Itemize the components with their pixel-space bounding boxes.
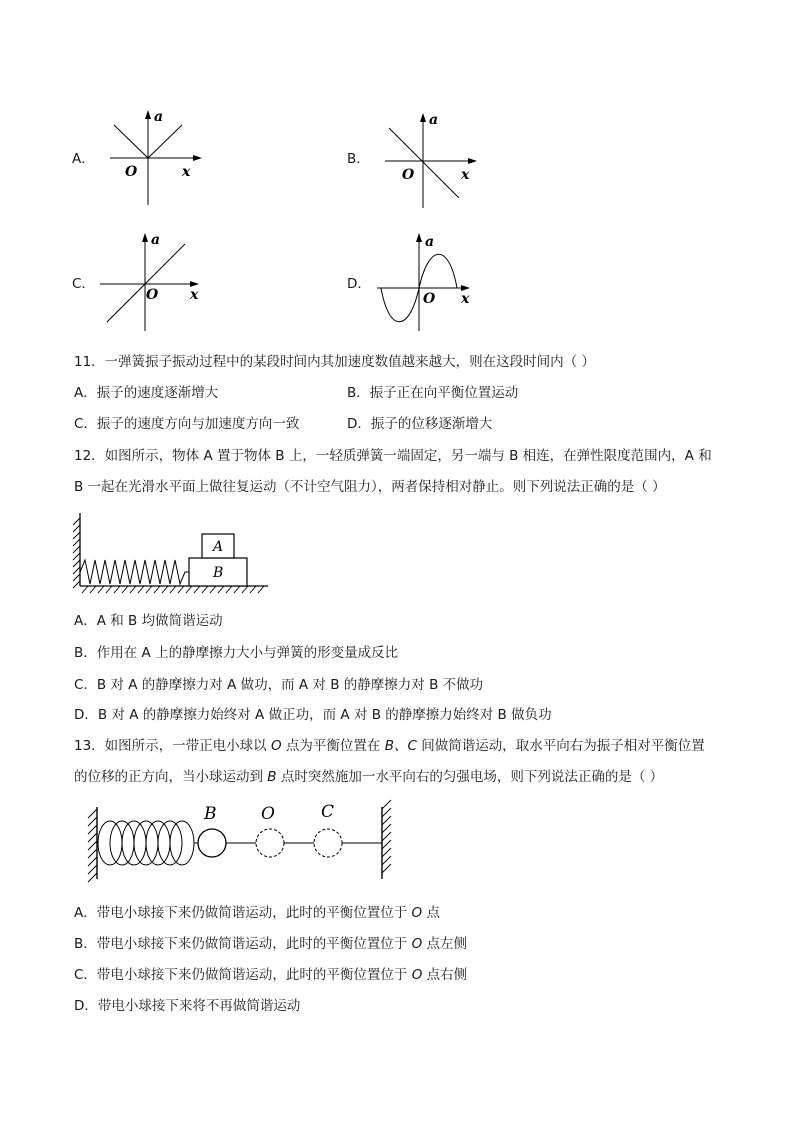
origin-label: O xyxy=(125,164,138,180)
graph-option-d-letter: D． xyxy=(347,276,371,292)
graph-d xyxy=(372,228,482,333)
graph-option-a-letter: A． xyxy=(72,151,95,167)
point-b-label: B xyxy=(204,804,217,824)
axis-a-label: a xyxy=(429,112,439,128)
q12-option-a: A．A 和 B 均做简谐运动 xyxy=(74,613,223,629)
q11-option-d: D．振子的位移逐渐增大 xyxy=(347,416,493,432)
graph-b xyxy=(375,108,485,213)
q12-option-d: D．B 对 A 的静摩擦力始终对 A 做正功，而 A 对 B 的静摩擦力始终对 B 做负功 xyxy=(74,707,552,723)
q13-option-d: D．带电小球接下来将不再做简谐运动 xyxy=(74,998,301,1014)
point-c-label: C xyxy=(321,802,335,822)
q13-option-b: B．带电小球接下来仍做简谐运动，此时的平衡位置位于 O 点左侧 xyxy=(74,936,467,952)
q11-stem: 11．一弹簧振子振动过程中的某段时间内其加速度数值越来越大，则在这段时间内（ ） xyxy=(74,354,595,370)
block-a-label: A xyxy=(213,539,224,555)
q12-figure xyxy=(68,510,278,600)
axis-x-label: x xyxy=(461,167,470,183)
graph-a xyxy=(100,105,210,210)
q13-option-c: C．带电小球接下来仍做简谐运动，此时的平衡位置位于 O 点右侧 xyxy=(74,967,468,983)
q12-option-b: B．作用在 A 上的静摩擦力大小与弹簧的形变量成反比 xyxy=(74,645,399,661)
origin-label: O xyxy=(402,167,415,183)
point-o-label: O xyxy=(261,804,275,824)
axis-a-label: a xyxy=(151,232,161,248)
q13-stem-line1: 13．如图所示，一带正电小球以 O 点为平衡位置在 B、C 间做简谐运动，取水平向右为振子相对平衡位置 xyxy=(74,738,705,754)
axis-x-label: x xyxy=(461,291,470,307)
axis-a-label: a xyxy=(425,234,435,250)
block-b-label: B xyxy=(213,565,224,581)
q12-stem-line1: 12．如图所示，物体 A 置于物体 B 上，一轻质弹簧一端固定，另一端与 B 相连，在弹性限度范围内，A 和 xyxy=(74,448,712,464)
q11-option-a: A．振子的速度逐渐增大 xyxy=(74,385,219,401)
q11-option-b: B．振子正在向平衡位置运动 xyxy=(347,385,519,401)
q13-figure xyxy=(80,797,400,887)
q13-stem-line2: 的位移的正方向，当小球运动到 B 点时突然施加一水平向右的匀强电场，则下列说法正确的是（ ） xyxy=(74,769,664,785)
origin-label: O xyxy=(146,287,159,303)
axis-a-label: a xyxy=(154,109,164,125)
graph-c xyxy=(95,228,210,333)
q12-stem-line2: B 一起在光滑水平面上做往复运动（不计空气阻力），两者保持相对静止。则下列说法正确的是（ ） xyxy=(74,479,666,495)
graph-option-b-letter: B． xyxy=(347,151,370,167)
q11-option-c: C．振子的速度方向与加速度方向一致 xyxy=(74,416,300,432)
origin-label: O xyxy=(423,291,436,307)
graph-option-c-letter: C． xyxy=(72,276,95,292)
q13-option-a: A．带电小球接下来仍做简谐运动，此时的平衡位置位于 O 点 xyxy=(74,905,440,921)
axis-x-label: x xyxy=(190,287,199,303)
axis-x-label: x xyxy=(182,164,191,180)
q12-option-c: C．B 对 A 的静摩擦力对 A 做功，而 A 对 B 的静摩擦力对 B 不做功 xyxy=(74,677,484,693)
